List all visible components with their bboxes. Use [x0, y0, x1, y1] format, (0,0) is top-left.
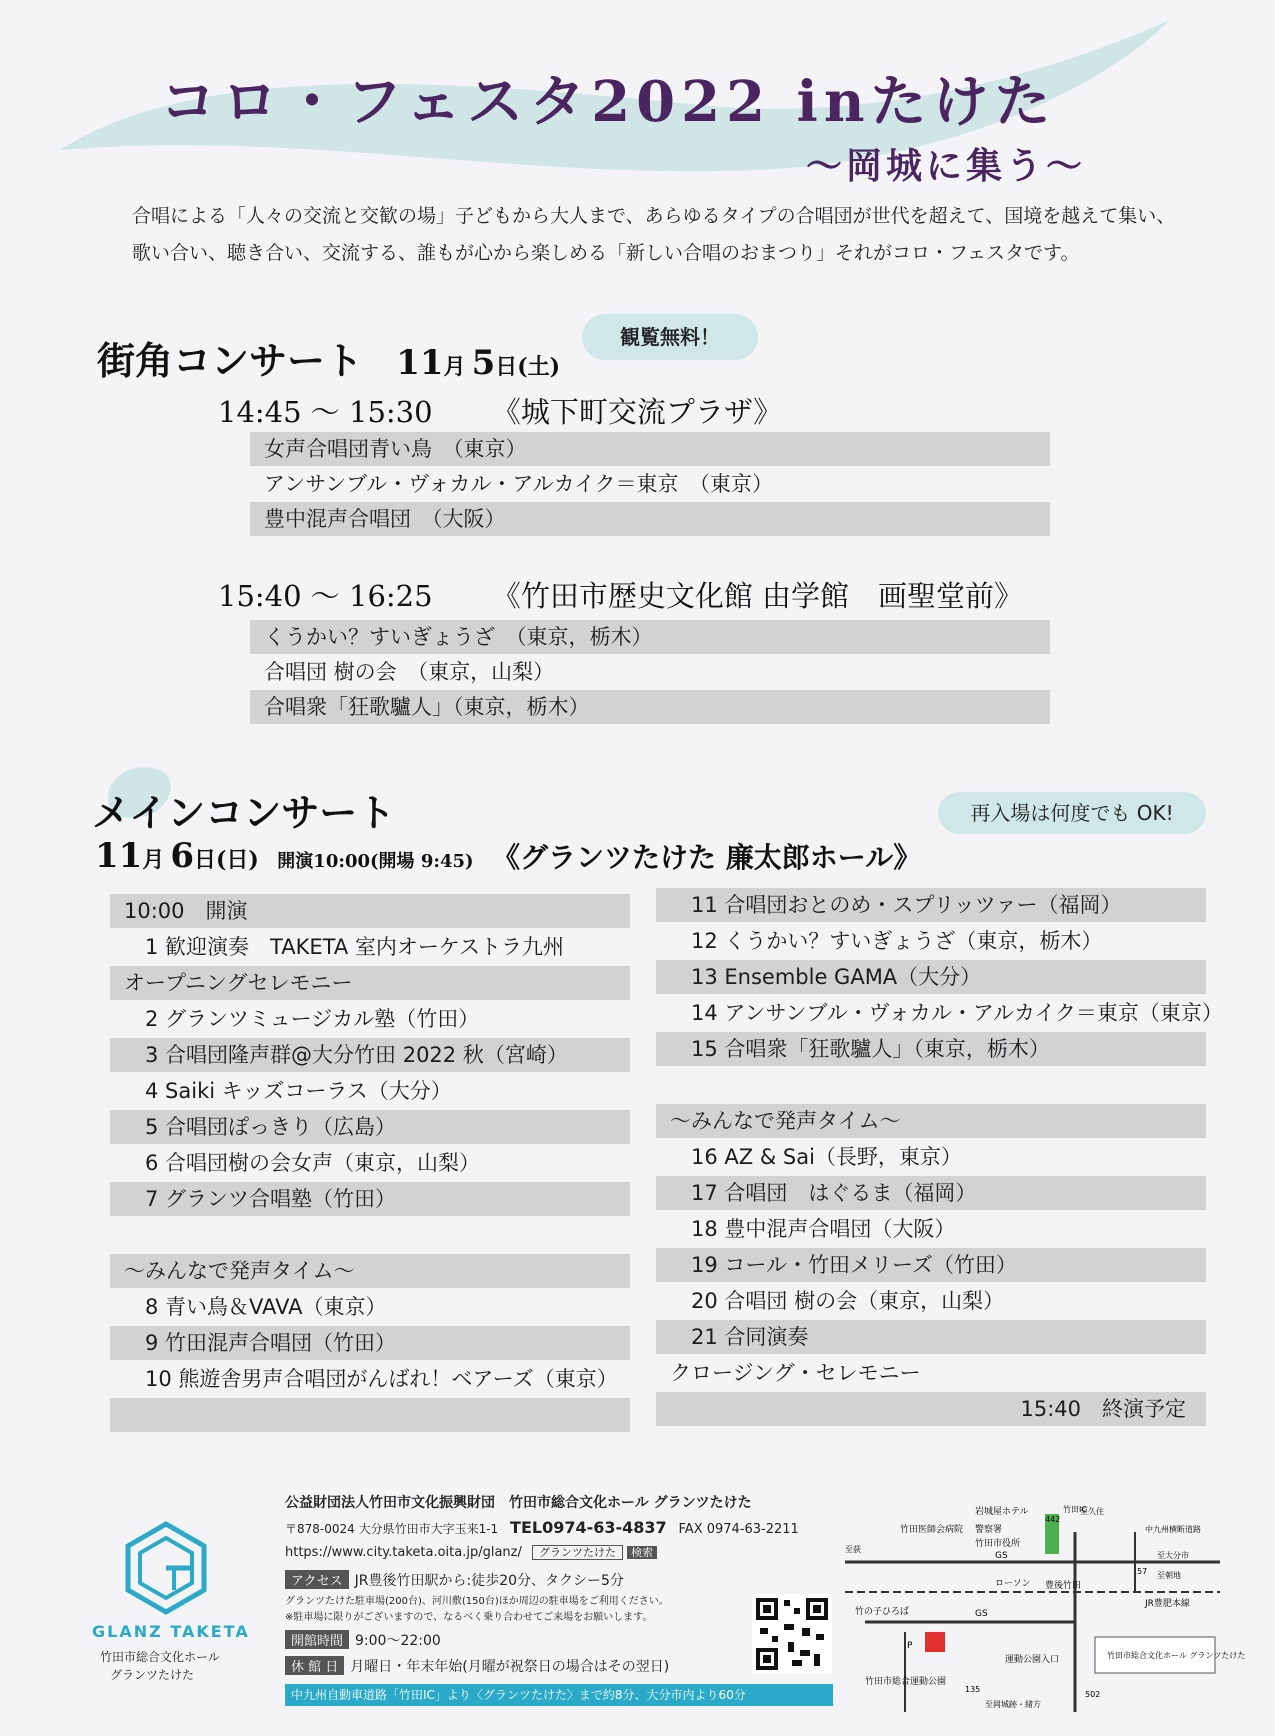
table-row: 5 合唱団ぽっきり（広島） [110, 1110, 630, 1144]
list-item: 合唱衆「狂歌驢人」（東京，栃木） [250, 690, 1050, 724]
map-label: 至岡城跡・緒方 [985, 1700, 1041, 1709]
map-label: P [907, 1641, 913, 1651]
map-label: JR豊肥本線 [1145, 1599, 1190, 1609]
table-row: 9 竹田混声合唱団（竹田） [110, 1326, 630, 1360]
map-label: 至荻 [845, 1545, 861, 1554]
highway-bar: 中九州自動車道路「竹田IC」より〈グランツたけた〉まで約8分、大分市内より60分 [285, 1684, 833, 1706]
hours-text: 9:00〜22:00 [355, 1633, 441, 1649]
table-row: 12 くうかい？すいぎょうざ（東京，栃木） [670, 929, 1103, 953]
table-row: 11 合唱団おとのめ・スプリッツァー（福岡） [656, 888, 1206, 922]
street-date-day-unit: 日(土) [495, 354, 561, 380]
table-row: 20 合唱団 樹の会（東京，山梨） [670, 1289, 1005, 1313]
venue-marker-icon [925, 1632, 945, 1652]
table-row: 〜みんなで発声タイム〜 [656, 1104, 1206, 1138]
table-row: 〜みんなで発声タイム〜 [110, 1254, 630, 1288]
table-row: 16 AZ & Sai（長野，東京） [670, 1145, 962, 1169]
street-concert-heading [97, 330, 560, 385]
main-date-month: 11 [95, 836, 143, 876]
access-map [845, 1502, 1246, 1712]
table-row: 15:40 終演予定 [656, 1392, 1206, 1426]
table-row: 10 熊遊舎男声合唱団がんばれ！ベアーズ（東京） [124, 1367, 618, 1391]
parking-note-1: グランツたけた駐車場(200台)、河川敷(150台)ほか周辺の駐車場をご利用ください。 [285, 1596, 669, 1607]
map-label: 竹田IC [1063, 1505, 1087, 1514]
table-row: 3 合唱団隆声群@大分竹田 2022 秋（宮崎） [110, 1038, 630, 1072]
table-row: 2 グランツミュージカル塾（竹田） [124, 1007, 480, 1031]
main-concert-heading: メインコンサート [92, 790, 396, 835]
logo-sub2: グランツたけた [110, 1668, 195, 1682]
access-text: JR豊後竹田駅から:徒歩20分、タクシー5分 [354, 1573, 624, 1589]
street-session2-time: 15:40 〜 16:25 [218, 579, 433, 613]
table-row: 19 コール・竹田メリーズ（竹田） [656, 1248, 1206, 1282]
access-map-drawing [845, 1502, 1246, 1712]
street-session2-header [218, 574, 1023, 615]
street-date-month-unit: 月 [443, 354, 466, 380]
main-date-month-unit: 月 [142, 847, 165, 873]
map-label: 57 [1137, 1567, 1148, 1576]
search-button[interactable]: 検索 [627, 1546, 657, 1559]
table-row: 10:00 開演 [110, 894, 630, 928]
map-label: 警察署 [975, 1525, 1003, 1535]
map-label: 運動公園入口 [1005, 1655, 1060, 1665]
footer-address: 〒878-0024 大分県竹田市大字玉来1-1 [285, 1522, 499, 1536]
street-session1-venue: 《城下町交流プラザ》 [491, 395, 783, 429]
glanz-logo-icon [118, 1520, 214, 1616]
footer-address-line [285, 1518, 799, 1537]
table-row [110, 1218, 630, 1252]
footer-hours-line [285, 1630, 441, 1650]
list-item: 豊中混声合唱団 （大阪） [250, 502, 1050, 536]
table-row: 21 合同演奏 [656, 1320, 1206, 1354]
reentry-badge: 再入場は何度でも OK! [938, 792, 1206, 834]
table-row: 15 合唱衆「狂歌驢人」（東京，栃木） [656, 1032, 1206, 1066]
map-label: ローソン [995, 1579, 1031, 1589]
table-row: 14 アンサンブル・ヴォカル・アルカイク＝東京（東京） [670, 1001, 1223, 1025]
table-row [656, 1068, 1206, 1102]
footer-tel: TEL0974-63-4837 [510, 1518, 667, 1537]
main-open-time: 開演10:00(開場 9:45) [277, 851, 474, 872]
footer-access-line [285, 1570, 624, 1590]
map-label: 442 [1045, 1515, 1061, 1524]
main-date-day: 6 [170, 836, 195, 876]
map-label: 竹田市総合運動公園 [865, 1677, 947, 1687]
list-item: くうかい？すいぎょうざ （東京，栃木） [250, 620, 1050, 654]
street-date-month: 11 [396, 343, 444, 383]
map-label: 竹田市総合文化ホール グランツたけた [1107, 1651, 1246, 1660]
map-label: 中九州横断道路 [1145, 1525, 1201, 1534]
street-session2-venue: 《竹田市歴史文化館 由学館 画聖堂前》 [491, 579, 1024, 613]
parking-note-2: ※駐車場に限りがございますので、なるべく乗り合わせてご来場をお願いします。 [285, 1612, 653, 1623]
main-venue: 《グランツたけた 廉太郎ホール》 [492, 841, 922, 874]
street-heading-text: 街角コンサート [97, 338, 364, 383]
map-label: 竹田医師会病院 [900, 1525, 964, 1535]
map-label: 502 [1085, 1690, 1101, 1699]
map-label: 至朝地 [1157, 1571, 1181, 1580]
map-label: 至久住 [1080, 1507, 1104, 1516]
page-subtitle: 〜岡城に集う〜 [806, 145, 1087, 187]
map-label: GS [975, 1609, 988, 1619]
logo-text: GLANZ TAKETA [92, 1622, 250, 1641]
table-row: 8 青い鳥＆VAVA（東京） [124, 1295, 387, 1319]
map-label: 竹の子ひろば [855, 1607, 910, 1617]
footer-fax: FAX 0974-63-2211 [678, 1522, 799, 1537]
table-row: 18 豊中混声合唱団（大阪） [670, 1217, 956, 1241]
list-item: 女声合唱団青い鳥 （東京） [250, 432, 1050, 466]
search-input[interactable]: グランツたけた [532, 1545, 623, 1560]
map-label: 至大分市 [1157, 1551, 1189, 1560]
main-date-day-unit: 日(日) [194, 847, 259, 873]
street-session1-header [218, 390, 782, 431]
table-row: オープニングセレモニー [110, 966, 630, 1000]
list-item: 合唱団 樹の会 （東京，山梨） [264, 660, 555, 684]
map-label: 豊後竹田 [1045, 1581, 1082, 1591]
qr-code-icon[interactable] [752, 1594, 832, 1674]
map-label: 135 [965, 1685, 981, 1694]
table-row: 6 合唱団樹の会女声（東京，山梨） [124, 1151, 481, 1175]
table-row: 4 Saiki キッズコーラス（大分） [124, 1079, 452, 1103]
access-label: アクセス [285, 1570, 349, 1589]
footer-closed-line [285, 1656, 669, 1676]
logo-sub1: 竹田市総合文化ホール [100, 1650, 220, 1664]
closed-text: 月曜日・年末年始(月曜が祝祭日の場合はその翌日) [350, 1659, 670, 1675]
intro-text: 合唱による「人々の交流と交歓の場」子どもから大人まで、あらゆるタイプの合唱団が世代を超えて、国境を越えて集い、歌い合い、聴き合い、交流する、誰もが心から楽しめる「新しい合唱のおまつり」それがコロ・フェスタです。 [132, 205, 1176, 264]
closed-label: 休 館 日 [285, 1656, 344, 1675]
free-admission-badge: 観覧無料！ [582, 314, 758, 360]
footer-org: 公益財団法人竹田市文化振興財団 竹田市総合文化ホール グランツたけた [285, 1495, 752, 1511]
map-label: 竹田市役所 [975, 1539, 1021, 1549]
table-row: 13 Ensemble GAMA（大分） [656, 960, 1206, 994]
footer-url-line [285, 1544, 657, 1560]
list-item: アンサンブル・ヴォカル・アルカイク＝東京 （東京） [264, 472, 774, 496]
street-session1-time: 14:45 〜 15:30 [218, 395, 433, 429]
table-row: クロージング・セレモニー [670, 1361, 921, 1385]
page-title: コロ・フェスタ2022 inたけた [160, 69, 1057, 135]
table-row: 1 歓迎演奏 TAKETA 室内オーケストラ九州 [124, 935, 565, 959]
footer-url[interactable]: https://www.city.taketa.oita.jp/glanz/ [285, 1545, 522, 1560]
table-row: 17 合唱団 はぐるま（福岡） [656, 1176, 1206, 1210]
table-row [110, 1398, 630, 1432]
street-date-day: 5 [471, 343, 496, 383]
map-label: GS [995, 1551, 1008, 1561]
table-row: 7 グランツ合唱塾（竹田） [110, 1182, 630, 1216]
main-date-line [95, 836, 921, 876]
hours-label: 開館時間 [285, 1630, 349, 1649]
map-label: 岩城屋ホテル [975, 1507, 1029, 1517]
